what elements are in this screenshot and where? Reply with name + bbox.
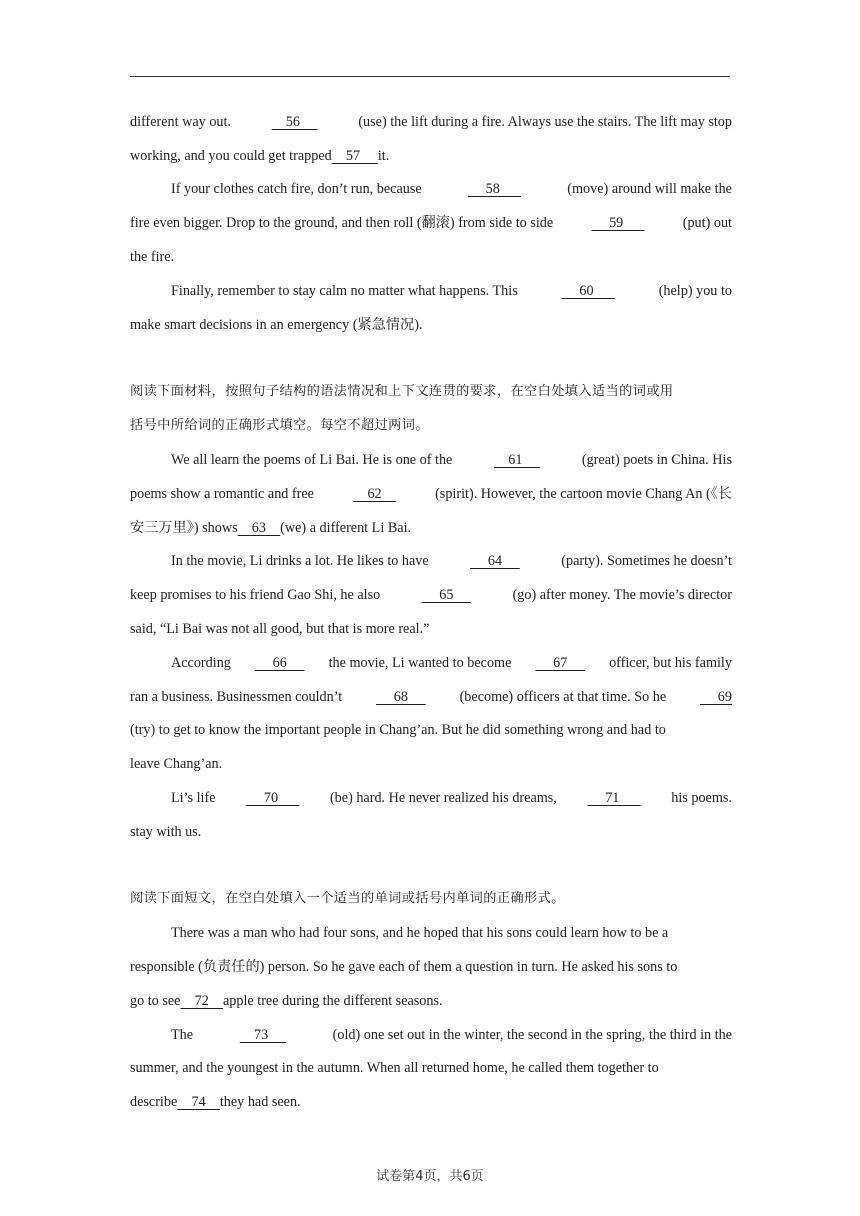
text-line-23: The 73 (old) one set out in the winter, the second in the spring, the third in the — [171, 1027, 732, 1043]
blank-71[interactable]: 71 — [587, 790, 641, 806]
text-line-2: working, and you could get trapped 57 it. — [130, 148, 390, 164]
text-line-5: the fire. — [130, 249, 175, 265]
blank-73[interactable]: 73 — [239, 1027, 286, 1043]
instruction-heading-2: 括号中所给词的正确形式填空。每空不超过两词。 — [130, 418, 429, 433]
text-line-6: Finally, remember to stay calm no matter what happens. This 60 (help) you to — [171, 283, 732, 299]
blank-56[interactable]: 56 — [271, 114, 318, 130]
blank-70[interactable]: 70 — [246, 790, 300, 806]
text-line-16: (try) to get to know the important people in Chang’an. But he did something wrong and had to — [130, 722, 666, 738]
blank-58[interactable]: 58 — [467, 181, 522, 197]
page-footer: 试卷第4页，共6页 — [376, 1169, 484, 1184]
text-line-15: ran a business. Businessmen couldn’t 68 (become) officers at that time. So he 69 — [130, 689, 732, 705]
blank-63[interactable]: 63 — [237, 520, 281, 536]
text-line-18: Li’s life 70 (be) hard. He never realized his dreams, 71 his poems. — [171, 790, 732, 806]
text-line-21: responsible (负责任的) person. So he gave each of them a question in turn. He asked his sons to — [130, 959, 678, 975]
text-line-13: said, “Li Bai was not all good, but that is more real.” — [130, 621, 430, 637]
text-line-19: stay with us. — [130, 824, 202, 840]
blank-61[interactable]: 61 — [494, 452, 541, 468]
text-line-24: summer, and the youngest in the autumn. When all returned home, he called them together to — [130, 1060, 659, 1076]
blank-62[interactable]: 62 — [353, 486, 396, 502]
text-line-10: 安三万里》) shows 63 (we) a different Li Bai. — [130, 520, 412, 536]
blank-66[interactable]: 66 — [254, 655, 305, 671]
text-line-20: There was a man who had four sons, and he hoped that his sons could learn how to be a — [171, 925, 669, 941]
blank-57[interactable]: 57 — [331, 148, 378, 164]
blank-74[interactable]: 74 — [177, 1094, 220, 1110]
instruction-heading-3: 阅读下面短文，在空白处填入一个适当的单词或括号内单词的正确形式。 — [130, 891, 565, 906]
blank-64[interactable]: 64 — [470, 553, 520, 569]
blank-67[interactable]: 67 — [535, 655, 586, 671]
text-line-14: According 66 the movie, Li wanted to become 67 officer, but his family — [171, 655, 732, 671]
text-line-4: fire even bigger. Drop to the ground, and then roll (翻滚) from side to side 59 (put) out — [130, 215, 732, 231]
text-line-1: different way out. 56 (use) the lift during a fire. Always use the stairs. The lift may stop — [130, 114, 732, 130]
text-line-7: make smart decisions in an emergency (紧急情况). — [130, 317, 423, 333]
text-line-12: keep promises to his friend Gao Shi, he also 65 (go) after money. The movie’s director — [130, 587, 732, 603]
blank-72[interactable]: 72 — [180, 993, 223, 1009]
text-line-9: poems show a romantic and free 62 (spirit). However, the cartoon movie Chang An (《长 — [130, 486, 732, 502]
blank-60[interactable]: 60 — [561, 283, 615, 299]
text-line-17: leave Chang’an. — [130, 756, 223, 772]
header-rule — [130, 76, 730, 77]
text-line-8: We all learn the poems of Li Bai. He is one of the 61 (great) poets in China. His — [171, 452, 732, 468]
blank-68[interactable]: 68 — [376, 689, 426, 705]
text-line-11: In the movie, Li drinks a lot. He likes to have 64 (party). Sometimes he doesn’t — [171, 553, 732, 569]
text-line-25: describe 74 they had seen. — [130, 1094, 301, 1110]
blank-59[interactable]: 59 — [591, 215, 645, 231]
blank-65[interactable]: 65 — [421, 587, 472, 603]
text-line-3: If your clothes catch fire, don’t run, because 58 (move) around will make the — [171, 181, 732, 197]
text-line-22: go to see 72 apple tree during the different seasons. — [130, 993, 443, 1009]
blank-69[interactable]: 69 — [700, 689, 732, 705]
instruction-heading-1: 阅读下面材料，按照句子结构的语法情况和上下文连贯的要求，在空白处填入适当的词或用 — [130, 384, 674, 399]
